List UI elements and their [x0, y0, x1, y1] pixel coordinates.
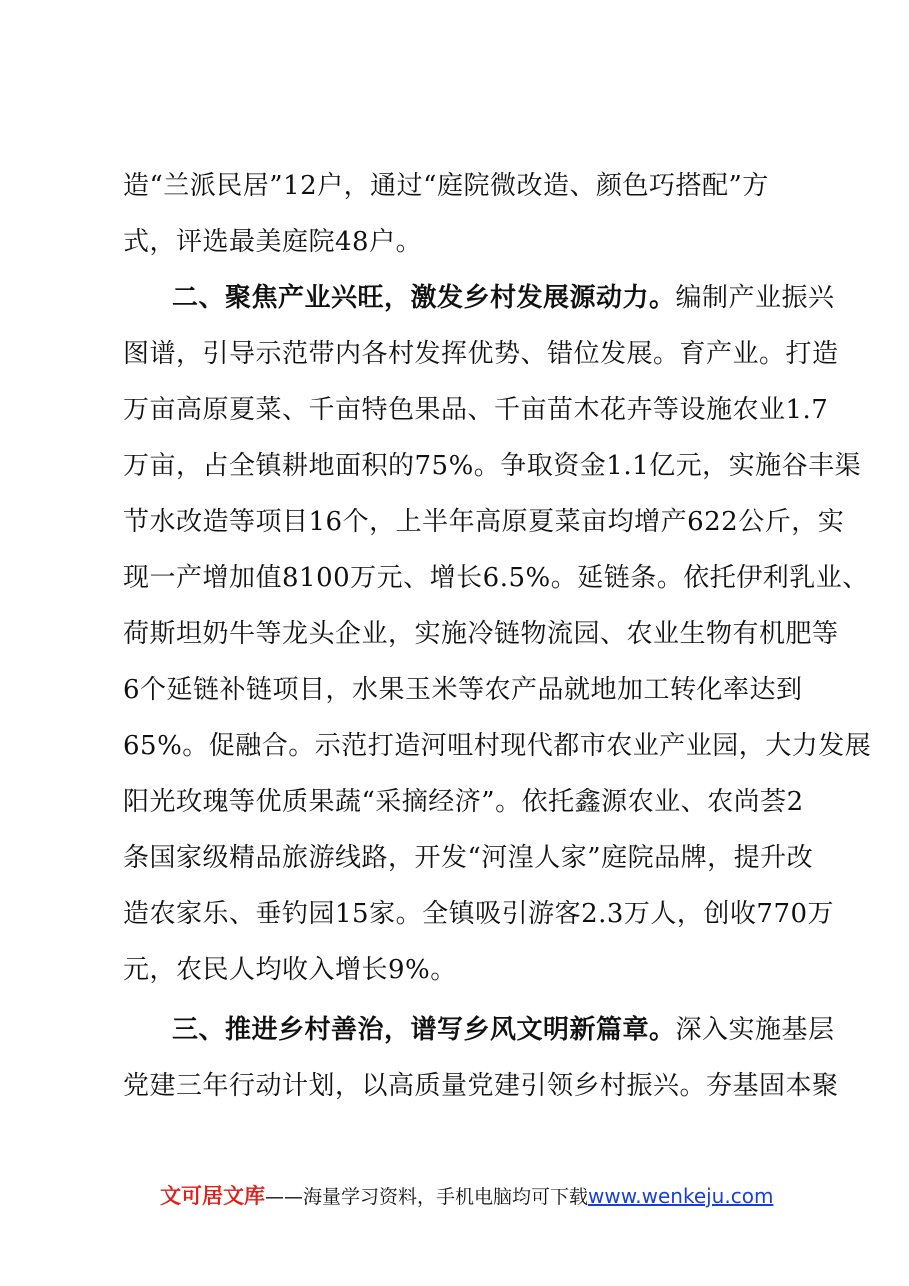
- paragraph-line: 现一产增加值8100万元、增长6.5%。延链条。依托伊利乳业、: [123, 563, 869, 593]
- paragraph-line: 万亩，占全镇耕地面积的75%。争取资金1.1亿元，实施谷丰渠: [123, 451, 862, 481]
- paragraph-line: 阳光玫瑰等优质果蔬“采摘经济”。依托鑫源农业、农尚荟2: [123, 787, 804, 817]
- footer-brand: 文可居文库: [160, 1184, 265, 1208]
- paragraph-line: 荷斯坦奶牛等龙头企业，实施冷链物流园、农业生物有机肥等: [123, 619, 839, 649]
- section-2-text: 编制产业振兴: [675, 283, 835, 313]
- paragraph-line: 节水改造等项目16个，上半年高原夏菜亩均增产622公斤，实: [123, 507, 845, 537]
- paragraph-line: 式，评选最美庭院48户。: [123, 227, 423, 257]
- paragraph-line: 党建三年行动计划，以高质量党建引领乡村振兴。夯基固本聚: [123, 1071, 839, 1101]
- paragraph-line: 万亩高原夏菜、千亩特色果品、千亩苗木花卉等设施农业1.7: [123, 395, 829, 425]
- section-3-first-line: [172, 1014, 835, 1046]
- paragraph-line: 条国家级精品旅游线路，开发“河湟人家”庭院品牌，提升改: [123, 843, 814, 873]
- paragraph-line: 造农家乐、垂钓园15家。全镇吸引游客2.3万人，创收770万: [123, 899, 835, 929]
- section-2-heading: 二、聚焦产业兴旺，激发乡村发展源动力。: [172, 283, 676, 313]
- footer-banner: [160, 1182, 800, 1211]
- footer-url-link[interactable]: www.wenkeju.com: [588, 1184, 774, 1208]
- paragraph-line: 6个延链补链项目，水果玉米等农产品就地加工转化率达到: [123, 675, 803, 705]
- paragraph-line: 65%。促融合。示范打造河咀村现代都市农业产业园，大力发展: [123, 731, 872, 761]
- section-3-text: 深入实施基层: [675, 1015, 835, 1045]
- footer-tagline: ——海量学习资料，手机电脑均可下载: [265, 1186, 589, 1208]
- paragraph-line: 元，农民人均收入增长9%。: [123, 955, 457, 985]
- paragraph-line: 造“兰派民居”12户，通过“庭院微改造、颜色巧搭配”方: [123, 171, 769, 201]
- section-3-heading: 三、推进乡村善治，谱写乡风文明新篇章。: [172, 1015, 676, 1045]
- paragraph-line: 图谱，引导示范带内各村发挥优势、错位发展。育产业。打造: [123, 339, 839, 369]
- section-2-first-line: [172, 282, 835, 314]
